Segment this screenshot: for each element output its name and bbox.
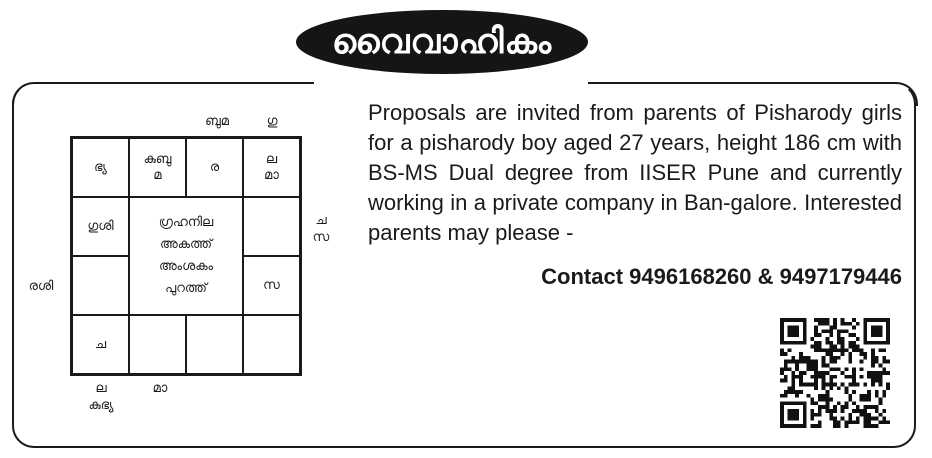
chart-cell-r0c3-line1: ല xyxy=(265,151,278,167)
chart-right-label xyxy=(306,212,336,246)
chart-cell-r3c3 xyxy=(243,315,300,374)
chart-cell-r0c0: ഭ്യ xyxy=(72,138,129,197)
chart-cell-r1c3 xyxy=(243,197,300,256)
chart-cell-r0c1-line2: മ xyxy=(153,167,162,183)
chart-center xyxy=(129,197,243,315)
chart-above-label-1: ബുമ xyxy=(205,114,229,129)
page-title: വൈവാഹികം xyxy=(331,22,553,62)
chart-cell-r2c3: സ xyxy=(243,256,300,315)
frame-top-left xyxy=(12,82,314,106)
chart-cell-r0c1 xyxy=(129,138,186,197)
chart-cell-r3c2 xyxy=(186,315,243,374)
chart-right-label-2: സ xyxy=(312,230,330,245)
proposal-text: Proposals are invited from parents of Pisharody girls for a pisharody boy aged 27 years, height 186 cm with BS-MS Dual degree from IISER Pune and currently working in a private company in Ban-galore. Interested parents may please - xyxy=(368,100,902,245)
qr-code[interactable] xyxy=(780,318,890,428)
chart-below-label-1b: കുഭ്യ xyxy=(88,398,114,413)
chart-cell-r0c1-line1: കുബു xyxy=(143,151,172,167)
contact-line: Contact 9496168260 & 9497179446 xyxy=(541,264,902,289)
chart-center-line4: പുറത്ത് xyxy=(165,281,207,296)
chart-cell-r3c1 xyxy=(129,315,186,374)
title-banner xyxy=(296,10,588,74)
chart-cell-r0c2: ര xyxy=(186,138,243,197)
chart-center-line3: അംശകം xyxy=(158,259,214,274)
chart-right-label-1: ച xyxy=(315,213,327,228)
chart-left-label: രശി xyxy=(28,279,54,294)
chart-cell-r0c3-line2: മാ xyxy=(264,167,279,183)
chart-cell-r2c0 xyxy=(72,256,129,315)
chart-cell-r1c0: ഗുശി xyxy=(72,197,129,256)
chart-above-label-2: ഗു xyxy=(266,114,278,129)
chart-below-label-1 xyxy=(76,380,126,414)
chart-below-label-2: മാ xyxy=(152,381,168,396)
horoscope-chart xyxy=(70,136,302,376)
chart-cell-r0c3 xyxy=(243,138,300,197)
chart-cell-r3c0: ച xyxy=(72,315,129,374)
chart-below-label-1a: ല xyxy=(95,381,107,396)
chart-center-line2: അകത്ത് xyxy=(159,237,213,252)
chart-center-line1: ഗ്രഹനില xyxy=(158,215,214,230)
